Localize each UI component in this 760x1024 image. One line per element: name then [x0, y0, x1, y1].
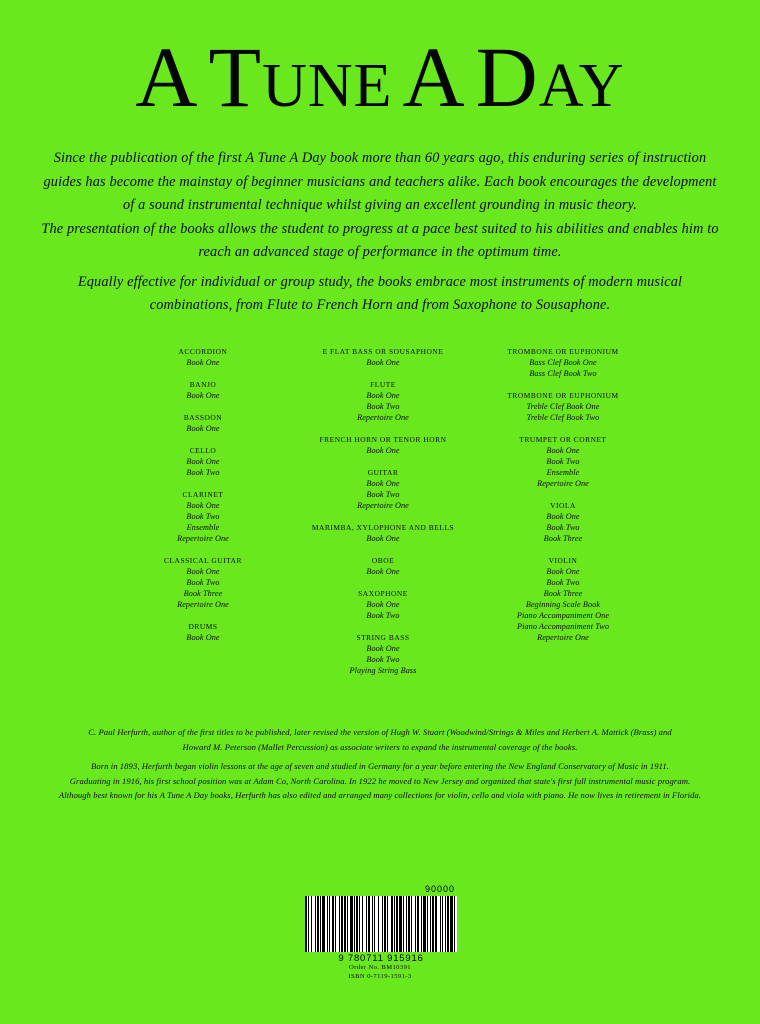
instrument-group [298, 555, 468, 577]
barcode-bar [374, 896, 375, 952]
title-ay: AY [538, 52, 625, 120]
barcode-bar [368, 896, 370, 952]
blurb-line: The presentation of the books allows the student to progress at a pace best suited to his abilities and enables him to [41, 220, 719, 237]
barcode-bar [391, 896, 393, 952]
instrument-name: BANJO [189, 380, 217, 389]
instrument-column-1 [118, 346, 288, 654]
instrument-book: Book Two [366, 655, 400, 664]
instrument-list [118, 346, 648, 687]
barcode-bar [356, 896, 358, 952]
instrument-book: Book One [186, 457, 220, 466]
blurb-line: guides has become the mainstay of beginner musicians and teachers alike. Each book encourages the development [43, 173, 717, 190]
barcode [305, 884, 457, 964]
instrument-name: FRENCH HORN OR TENOR HORN [319, 435, 447, 444]
barcode-bar [447, 896, 449, 952]
instrument-column-2 [298, 346, 468, 687]
title-a1: A [135, 29, 199, 125]
barcode-bar [440, 896, 441, 952]
instrument-name: SAXOPHONE [358, 589, 408, 598]
instrument-book: Book One [546, 512, 580, 521]
instrument-book: Piano Accompaniment One [516, 611, 610, 620]
instrument-book: Treble Clef Book Two [526, 413, 600, 422]
bio-line: Graduating in 1916, his first school position was at Adam Co, North Carolina. In 1922 he moved to New Jersey and organized that state's first full instrumental music program. [69, 775, 691, 786]
barcode-bar [327, 896, 328, 952]
barcode-top-row [305, 884, 457, 896]
instrument-group [298, 632, 468, 676]
barcode-bar [305, 896, 307, 952]
instrument-book: Book Two [186, 512, 220, 521]
instrument-group [478, 500, 648, 544]
barcode-bar [329, 896, 330, 952]
bio-line: Born in 1893, Herfurth began violin lessons at the age of seven and studied in Germany for a year before entering the New England Conservatory of Music in 1911. [91, 761, 669, 771]
barcode-bar [454, 896, 455, 952]
instrument-book: Book Two [546, 523, 580, 532]
barcode-bar [372, 896, 373, 952]
instrument-book: Book One [366, 567, 400, 576]
barcode-bar [378, 896, 379, 952]
instrument-book: Ensemble [546, 468, 580, 477]
instrument-book: Repertoire One [537, 633, 589, 642]
instrument-name: OBOE [371, 556, 395, 565]
instrument-book: Repertoire One [357, 501, 409, 510]
barcode-bar [339, 896, 340, 952]
barcode-bar [387, 896, 388, 952]
instrument-book: Book Two [366, 490, 400, 499]
barcode-bar [382, 896, 383, 952]
barcode-bar [415, 896, 416, 952]
instrument-book: Book Three [183, 589, 223, 598]
instrument-group [118, 555, 288, 610]
instrument-book: Book Two [546, 457, 580, 466]
barcode-bar [366, 896, 367, 952]
barcode-bar [332, 896, 334, 952]
instrument-group [298, 522, 468, 544]
barcode-bar [322, 896, 325, 952]
instrument-book: Beginning Scale Book [525, 600, 601, 609]
instrument-name: VIOLIN [548, 556, 578, 565]
instrument-book: Treble Clef Book One [526, 402, 600, 411]
instrument-book: Book One [366, 479, 400, 488]
instrument-book: Repertoire One [177, 534, 229, 543]
instrument-book: Book One [366, 644, 400, 653]
instrument-name: ACCORDION [178, 347, 228, 356]
blurb-line: Equally effective for individual or group study, the books embrace most instruments of modern musical [77, 273, 683, 290]
title-une: UNE [262, 52, 393, 120]
instrument-book: Ensemble [186, 523, 220, 532]
barcode-bar [406, 896, 407, 952]
barcode-bar [317, 896, 319, 952]
barcode-bar [411, 896, 412, 952]
author-biography [52, 726, 708, 804]
isbn-number: ISBN 0-7119-1591-3 [348, 973, 412, 980]
instrument-book: Book One [546, 446, 580, 455]
instrument-group [478, 555, 648, 643]
instrument-book: Book One [186, 358, 220, 367]
instrument-group [298, 379, 468, 423]
instrument-group [298, 467, 468, 511]
instrument-book: Book One [546, 567, 580, 576]
barcode-bar [423, 896, 426, 952]
instrument-book: Piano Accompaniment Two [516, 622, 610, 631]
blurb-line: combinations, from Flute to French Horn and from Saxophone to Sousaphone. [149, 297, 611, 313]
barcode-bar [432, 896, 434, 952]
barcode-bar [396, 896, 398, 952]
instrument-group [118, 489, 288, 544]
instrument-group [118, 621, 288, 643]
instrument-book: Book Two [546, 578, 580, 587]
blurb-line: of a sound instrumental technique whilst giving an excellent grounding in music theory. [122, 197, 638, 213]
barcode-bar [335, 896, 336, 952]
instrument-group [298, 434, 468, 456]
instrument-book: Book One [366, 446, 400, 455]
barcode-bar [394, 896, 395, 952]
barcode-bar [430, 896, 431, 952]
instrument-book: Bass Clef Book Two [529, 369, 597, 378]
bio-line: Although best known for his A Tune A Day books, Herfurth has also edited and arranged many collections for violin, cello and viola with piano. He now lives in retirement in Florida. [58, 790, 702, 800]
barcode-bar [341, 896, 343, 952]
blurb-line: reach an advanced stage of performance in the optimum time. [198, 244, 562, 260]
instrument-book: Book Three [543, 534, 583, 543]
instrument-name: CLASSICAL GUITAR [164, 556, 242, 565]
instrument-name: FLUTE [370, 380, 396, 389]
instrument-name: VIOLA [550, 501, 576, 510]
barcode-bar [399, 896, 402, 952]
instrument-name: CELLO [189, 446, 217, 455]
title-t: T [208, 29, 263, 125]
barcode-bar [308, 896, 309, 952]
instrument-name: GUITAR [367, 468, 399, 477]
bio-line: C. Paul Herfurth, author of the first titles to be published, later revised the version of Hugh W. Stuart (Woodwind/Strings & Miles and Herbert A. Mattick (Brass) and [88, 727, 672, 737]
instrument-book: Book One [186, 567, 220, 576]
instrument-book: Book One [186, 501, 220, 510]
barcode-bar [442, 896, 443, 952]
barcode-bar [450, 896, 453, 952]
instrument-column-3 [478, 346, 648, 654]
instrument-book: Book Two [366, 402, 400, 411]
barcode-bar [347, 896, 348, 952]
instrument-book: Bass Clef Book One [529, 358, 597, 367]
instrument-group [478, 390, 648, 423]
barcode-bar [417, 896, 419, 952]
instrument-group [118, 445, 288, 478]
instrument-book: Book One [186, 424, 220, 433]
barcode-bar [408, 896, 410, 952]
instrument-name: DRUMS [188, 622, 218, 631]
instrument-name: BASSOON [183, 413, 223, 422]
title-a2: A [402, 29, 466, 125]
series-description [40, 148, 720, 319]
instrument-group [118, 379, 288, 401]
instrument-book: Book Two [366, 611, 400, 620]
instrument-group [298, 588, 468, 621]
instrument-name: TRUMPET OR CORNET [519, 435, 607, 444]
barcode-bar [359, 896, 360, 952]
catalog-info [0, 963, 760, 981]
barcode-bar [427, 896, 428, 952]
instrument-book: Book One [186, 633, 220, 642]
instrument-group [118, 346, 288, 368]
instrument-book: Repertoire One [177, 600, 229, 609]
barcode-supplement-number: 90000 [424, 884, 455, 894]
barcode-bar [445, 896, 446, 952]
barcode-digits: 9 780711 915916 [338, 953, 424, 964]
bio-line: Howard M. Peterson (Mallet Percussion) as associate writers to expand the instrumental coverage of the books. [182, 741, 578, 752]
instrument-book: Repertoire One [537, 479, 589, 488]
instrument-book: Book One [186, 391, 220, 400]
blurb-line: Since the publication of the first A Tune A Day book more than 60 years ago, this enduring series of instruction [53, 150, 707, 166]
barcode-bar [362, 896, 363, 952]
instrument-book: Book One [366, 534, 400, 543]
instrument-book: Book Three [543, 589, 583, 598]
instrument-name: TROMBONE OR EUPHONIUM [507, 347, 619, 356]
instrument-name: STRING BASS [356, 633, 410, 642]
instrument-book: Book One [366, 391, 400, 400]
barcode-bar [421, 896, 422, 952]
barcode-bar [315, 896, 316, 952]
barcode-bar [384, 896, 386, 952]
barcode-bar [350, 896, 353, 952]
instrument-book: Playing String Bass [349, 666, 417, 675]
instrument-group [478, 346, 648, 379]
instrument-group [118, 412, 288, 434]
instrument-book: Book One [366, 600, 400, 609]
barcode-bar [320, 896, 321, 952]
instrument-group [478, 434, 648, 489]
barcode-bar [435, 896, 437, 952]
instrument-name: TROMBONE OR EUPHONIUM [507, 391, 619, 400]
order-number: Order No. BM10391 [349, 964, 411, 971]
barcode-bar [354, 896, 355, 952]
instrument-name: CLARINET [182, 490, 224, 499]
barcode-bar [403, 896, 404, 952]
page-title [0, 29, 760, 129]
instrument-group [298, 346, 468, 368]
title-d: D [475, 29, 539, 125]
barcode-bar [311, 896, 312, 952]
instrument-book: Book Two [186, 468, 220, 477]
instrument-name: E FLAT BASS OR SOUSAPHONE [322, 347, 444, 356]
instrument-book: Repertoire One [357, 413, 409, 422]
instrument-book: Book Two [186, 578, 220, 587]
barcode-bars [305, 896, 457, 952]
instrument-book: Book One [366, 358, 400, 367]
instrument-name: MARIMBA, XYLOPHONE AND BELLS [311, 523, 455, 532]
barcode-bar [344, 896, 346, 952]
